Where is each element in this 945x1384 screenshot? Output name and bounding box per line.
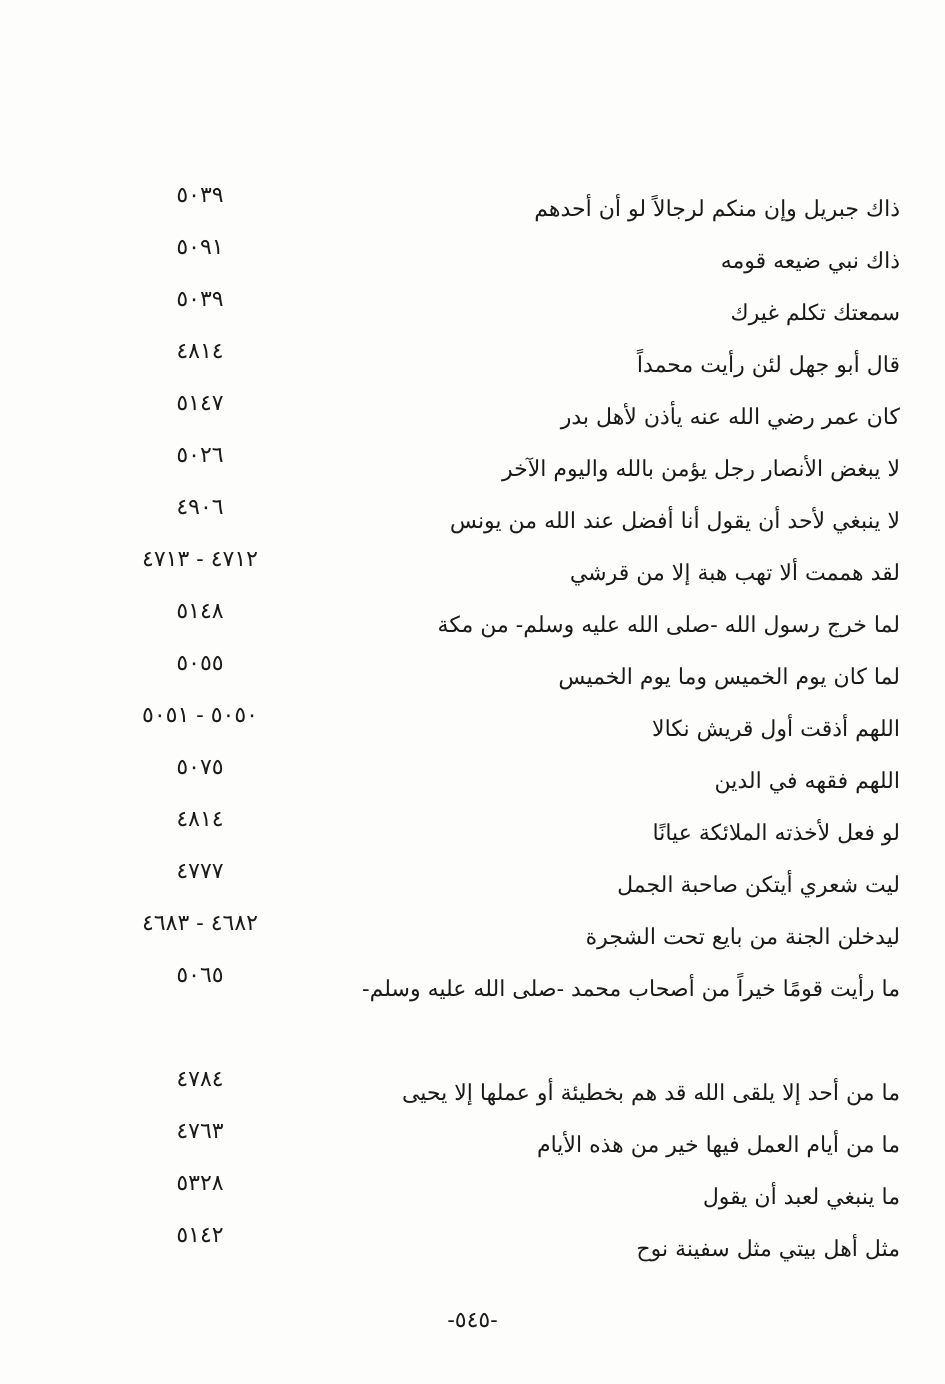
hadith-number: ٥٠٣٩	[176, 183, 224, 208]
hadith-number: ٤٧١٢ - ٤٧١٣	[142, 547, 258, 572]
index-entry	[80, 904, 900, 956]
index-entry	[80, 800, 900, 852]
hadith-number: ٤٧٦٣	[176, 1119, 224, 1144]
index-entry	[80, 436, 900, 488]
hadith-phrase: ما من أيام العمل فيها خير من هذه الأيام	[536, 1133, 900, 1158]
hadith-number: ٥٠٦٥	[176, 963, 224, 988]
index-entry	[80, 1060, 900, 1112]
hadith-phrase: لما خرج رسول الله -صلى الله عليه وسلم- من مكة	[437, 613, 900, 638]
index-entry	[80, 176, 900, 228]
hadith-phrase: ليدخلن الجنة من بايع تحت الشجرة	[585, 925, 900, 950]
hadith-phrase: اللهم أذقت أول قريش نكالا	[652, 717, 900, 742]
hadith-number: ٤٨١٤	[176, 807, 224, 832]
hadith-number: ٥٠٥٥	[176, 651, 224, 676]
index-entry	[80, 696, 900, 748]
index-entries	[80, 176, 900, 1268]
hadith-phrase: اللهم فقهه في الدين	[714, 769, 900, 794]
hadith-phrase: لا يبغض الأنصار رجل يؤمن بالله واليوم الآخر	[502, 457, 900, 482]
hadith-number: ٥١٤٨	[176, 599, 224, 624]
hadith-number: ٤٦٨٢ - ٤٦٨٣	[142, 911, 258, 936]
hadith-phrase: لما كان يوم الخميس وما يوم الخميس	[558, 665, 900, 690]
hadith-phrase: ما من أحد إلا يلقى الله قد هم بخطيئة أو عملها إلا يحيى	[401, 1081, 900, 1106]
hadith-number: ٥٠٥٠ - ٥٠٥١	[142, 703, 258, 728]
hadith-phrase: ليت شعري أيتكن صاحبة الجمل	[617, 873, 900, 898]
hadith-number: ٥٠٧٥	[176, 755, 224, 780]
hadith-phrase: لا ينبغي لأحد أن يقول أنا أفضل عند الله من يونس	[449, 509, 900, 534]
hadith-number: ٤٧٧٧	[176, 859, 224, 884]
page-number: -٥٤٥-	[447, 1308, 498, 1333]
index-entry	[80, 1112, 900, 1164]
index-entry	[80, 384, 900, 436]
hadith-phrase: مثل أهل بيتي مثل سفينة نوح	[636, 1237, 900, 1262]
index-entry	[80, 280, 900, 332]
index-entry	[80, 644, 900, 696]
hadith-phrase: سمعتك تكلم غيرك	[730, 301, 900, 326]
index-entry	[80, 1164, 900, 1216]
hadith-number: ٥١٤٧	[176, 391, 224, 416]
index-entry	[80, 852, 900, 904]
hadith-phrase: ذاك جبريل وإن منكم لرجالاً لو أن أحدهم	[534, 197, 900, 222]
index-entry	[80, 956, 900, 1060]
hadith-phrase: ما رأيت قومًا خيراً من أصحاب محمد -صلى الله عليه وسلم-	[362, 977, 900, 1002]
hadith-phrase: كان عمر رضي الله عنه يأذن لأهل بدر	[560, 405, 900, 430]
hadith-phrase: لو فعل لأخذته الملائكة عيانًا	[652, 821, 900, 846]
hadith-number: ٥١٤٢	[176, 1223, 224, 1248]
index-entry	[80, 228, 900, 280]
hadith-number: ٤٩٠٦	[176, 495, 224, 520]
hadith-number: ٤٧٨٤	[176, 1067, 224, 1092]
index-entry	[80, 332, 900, 384]
hadith-phrase: لقد هممت ألا تهب هبة إلا من قرشي	[569, 561, 900, 586]
index-entry	[80, 1216, 900, 1268]
index-entry	[80, 748, 900, 800]
hadith-phrase: ما ينبغي لعبد أن يقول	[702, 1185, 900, 1210]
hadith-phrase: قال أبو جهل لئن رأيت محمداً	[636, 353, 900, 378]
hadith-number: ٥٠٢٦	[176, 443, 224, 468]
index-entry	[80, 488, 900, 540]
index-entry	[80, 592, 900, 644]
index-entry	[80, 540, 900, 592]
hadith-number: ٥٣٢٨	[176, 1171, 224, 1196]
hadith-number: ٥٠٩١	[176, 235, 224, 260]
hadith-phrase: ذاك نبي ضيعه قومه	[720, 249, 900, 274]
hadith-number: ٤٨١٤	[176, 339, 224, 364]
hadith-number: ٥٠٣٩	[176, 287, 224, 312]
